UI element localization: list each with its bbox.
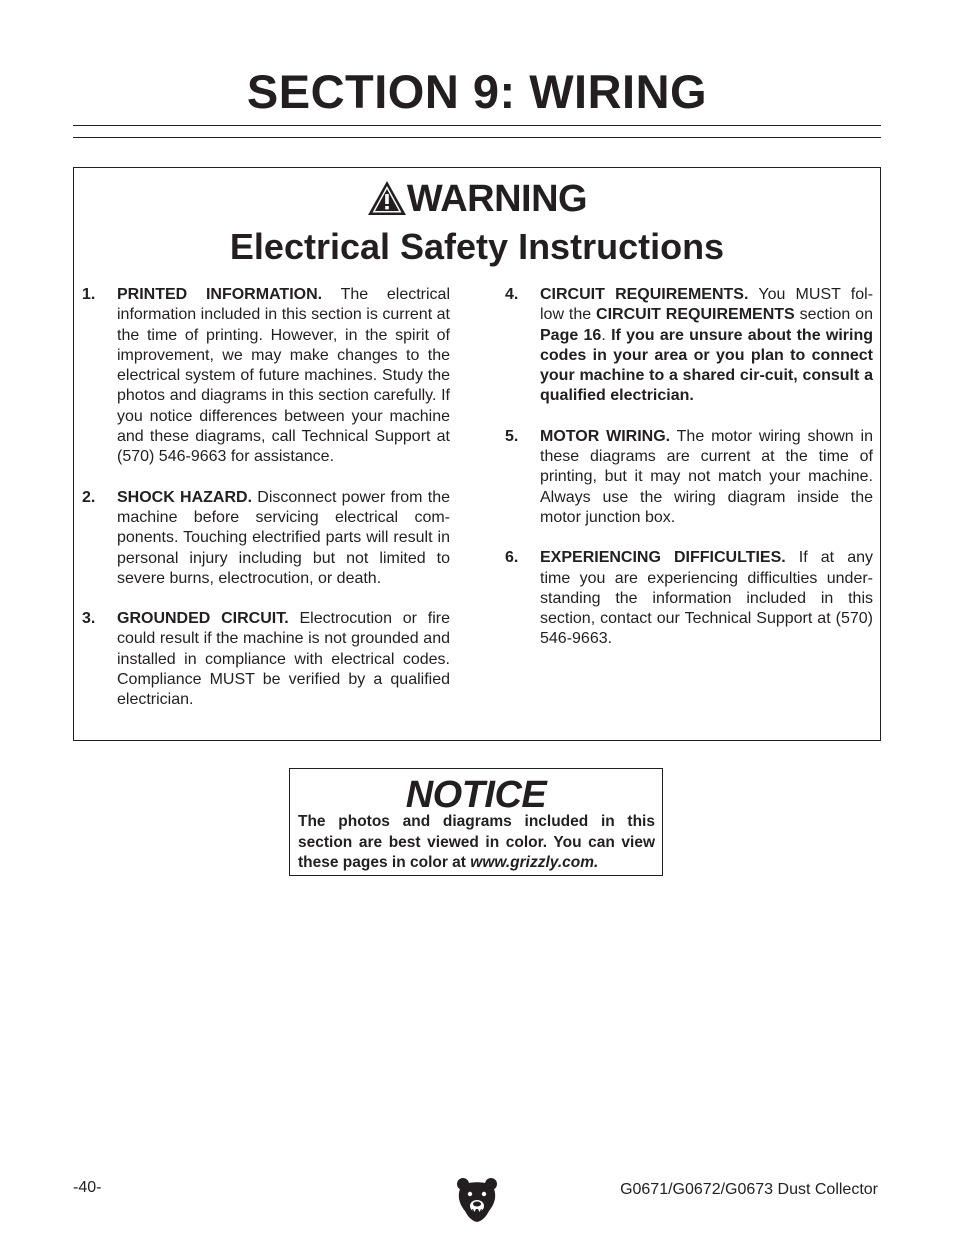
item-text: The electrical information included in this section is current at the time of printing. However, in the spirit of improvement, we may make changes to the electrical system of future machines. Study the photos and diagrams in this section carefully. If you notice differences between your machine and these diagrams, call Technical Support at (570) 546-9663 for assistance.: [117, 286, 451, 466]
item-body: [540, 285, 873, 407]
item-number: 4.: [505, 286, 519, 303]
item-body: [540, 427, 873, 528]
notice-line: section are best viewed in color. You can view: [298, 833, 655, 851]
item-number: 2.: [82, 488, 96, 506]
page-reference: Page 16: [540, 326, 602, 344]
item-heading: GROUNDED CIRCUIT.: [117, 610, 289, 628]
warning-triangle-icon: [367, 180, 407, 216]
item-body: [117, 488, 450, 589]
item-text: section on: [799, 306, 873, 324]
item-heading: MOTOR WIRING.: [540, 427, 671, 445]
item-heading: EXPERIENCING DIFFICULTIES.: [540, 549, 786, 567]
notice-line-last: [298, 853, 655, 874]
warning-label: WARNING: [406, 178, 588, 220]
list-item: [82, 488, 450, 589]
item-body: [117, 285, 450, 468]
warning-right-column: [505, 285, 873, 670]
item-heading: CIRCUIT REQUIREMENTS.: [540, 286, 749, 303]
grizzly-bear-logo-icon: [456, 1175, 498, 1223]
item-body: [117, 609, 450, 710]
item-text: If at any time you are experiencing difficulties under-standing the information included in this section, contact our Technical Support at (570) 546-9663.: [540, 549, 873, 648]
item-body: [540, 548, 873, 649]
list-item: [505, 427, 873, 528]
item-text: Disconnect power from the machine before servicing electrical com-ponents. Touching electrified parts will result in personal injury including but not limited to severe burns, electrocution, or death.: [117, 488, 450, 587]
website-link[interactable]: www.grizzly.com.: [470, 854, 599, 871]
item-text: .: [601, 326, 606, 344]
warning-subtitle: Electrical Safety Instructions: [229, 226, 725, 267]
item-text: Electrocution or fire could result if the machine is not grounded and installed in compliance with electrical codes. Compliance MUST be verified by a qualified electrician.: [117, 610, 450, 709]
footer-product-title: G0671/G0672/G0673 Dust Collector: [620, 1181, 878, 1198]
item-number: 5.: [505, 427, 519, 445]
section-title: SECTION 9: WIRING: [246, 65, 708, 118]
section-reference: CIRCUIT REQUIREMENTS: [596, 306, 795, 324]
item-text: The motor wiring shown in these diagrams are current at the time of printing, but it may not match your machine. Always use the wiring diagram inside the motor junction box.: [540, 427, 873, 526]
list-item: [505, 285, 873, 407]
item-number: 6.: [505, 549, 519, 567]
item-heading: SHOCK HAZARD.: [117, 488, 253, 506]
item-text: You MUST fol-low the: [540, 286, 874, 324]
list-item: [82, 609, 450, 710]
item-bold-text: If you are unsure about the wiring codes in your area or you plan to connect your machine to a shared cir-cuit, consult a qualified electrician.: [540, 326, 873, 405]
list-item: [505, 548, 873, 649]
page-number: -40-: [73, 1179, 102, 1196]
notice-title: NOTICE: [405, 774, 547, 816]
warning-left-column: [82, 285, 450, 731]
warning-box: [73, 167, 881, 741]
warning-heading: [74, 176, 880, 222]
notice-line: The photos and diagrams included in this: [298, 813, 655, 830]
notice-box: [289, 768, 663, 876]
notice-line: these pages in color at: [298, 854, 466, 871]
item-number: 1.: [82, 286, 96, 303]
title-rule-top: [73, 125, 881, 126]
item-number: 3.: [82, 610, 96, 628]
notice-text: [298, 812, 655, 874]
title-rule-bottom: [73, 137, 881, 138]
item-heading: PRINTED INFORMATION.: [117, 286, 323, 303]
list-item: [82, 285, 450, 468]
